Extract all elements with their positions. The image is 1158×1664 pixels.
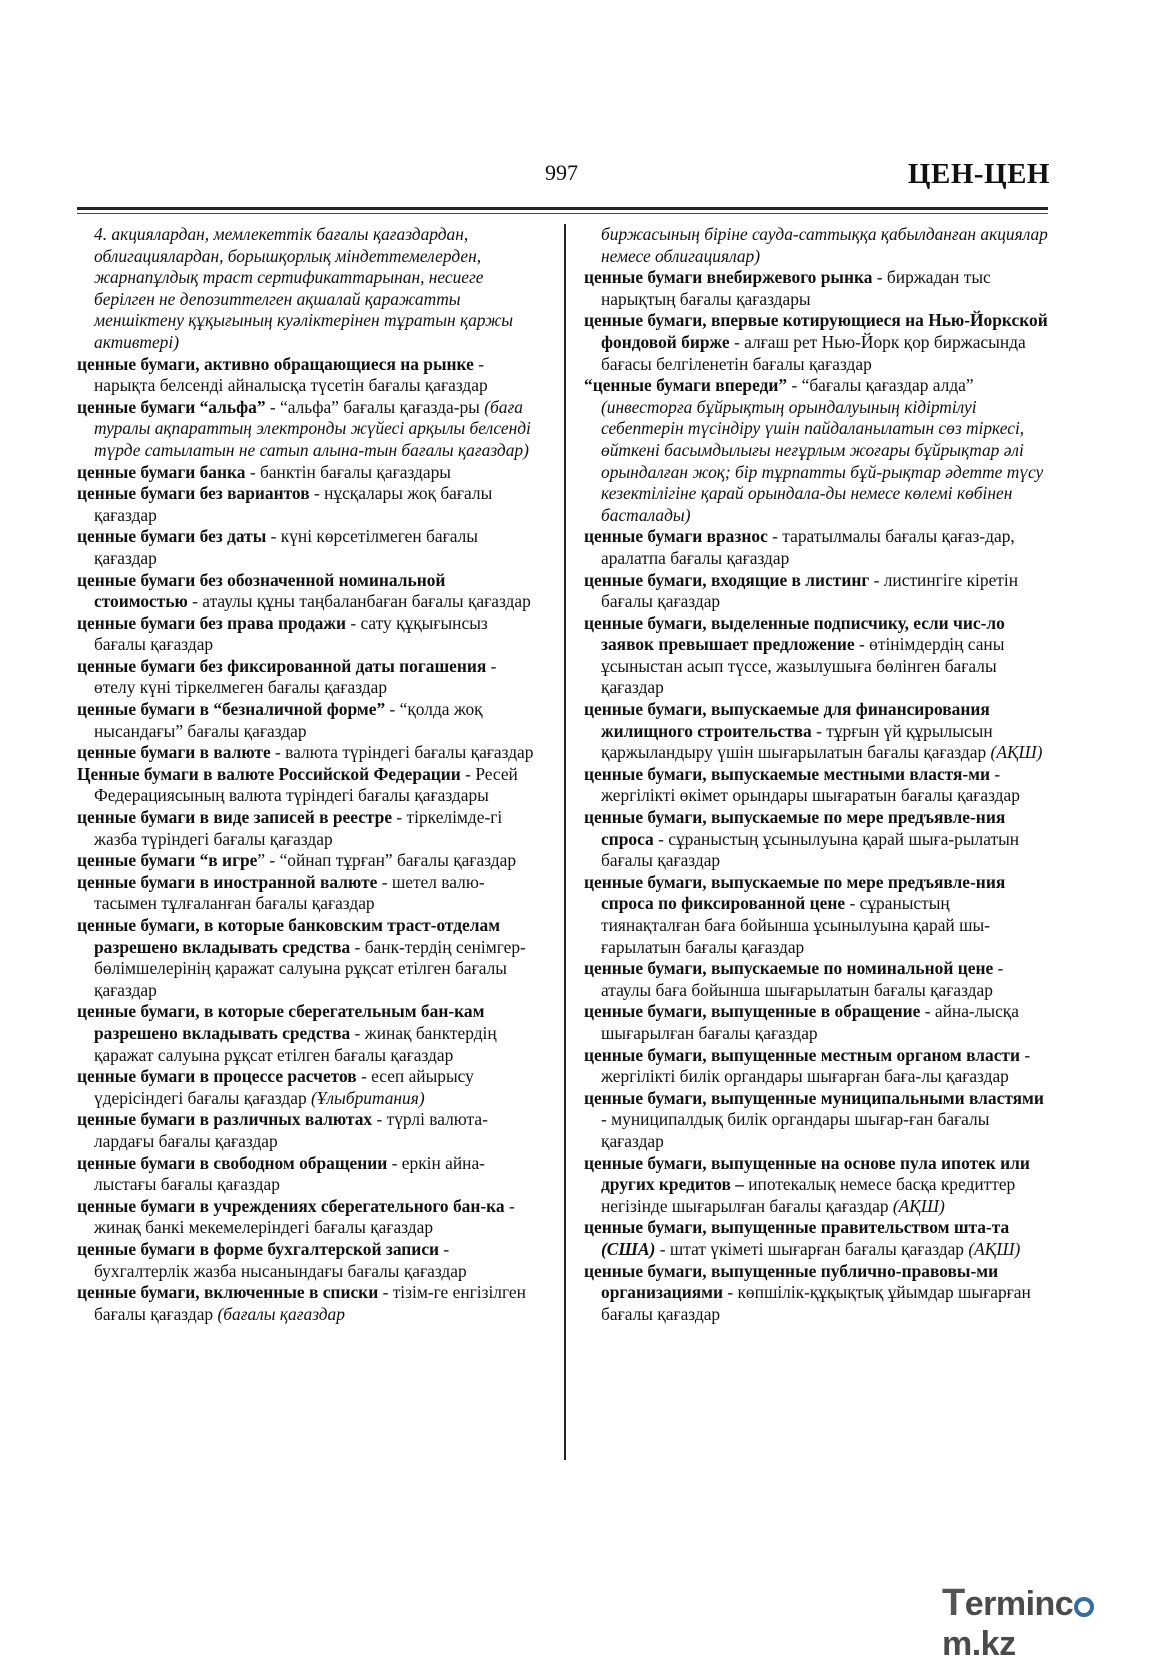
entry-translation: - өтінімдердің саны ұсыныстан асып түссе, жазылушыға бөлінген бағалы қағаздар [601,634,1005,698]
dictionary-entry [77,526,539,569]
entry-term: ценные бумаги, в которые сберегательным бан-кам разрешено вкладывать средства [77,1001,485,1043]
entry-term: ценные бумаги, выпущенные муниципальными властями [584,1087,1044,1108]
dictionary-entry [77,397,539,462]
right-column [584,224,1049,1325]
dictionary-entry [584,1045,1049,1088]
dictionary-entry [77,807,539,850]
entry-term: ценные бумаги в форме бухгалтерской записи [77,1238,440,1259]
entry-term: ценные бумаги в процессе расчетов [77,1066,357,1087]
dictionary-entry [584,1001,1049,1044]
entry-translation: - жинақ банктердің қаражат салуына рұқсат етілген бағалы қағаздар [94,1022,497,1065]
dictionary-entry [584,958,1049,1001]
entry-term: ценные бумаги в иностранной валюте [77,871,378,892]
entry-note: (Ұлыбритания) [311,1087,425,1108]
entry-term: ценные бумаги в валюте [77,742,271,763]
entry-translation: - штат үкіметі шығарған бағалы қағаздар [655,1238,969,1259]
entry-term: ценные бумаги, выпущенные местным органом власти [584,1044,1020,1065]
page-title: ЦЕН-ЦЕН [907,158,1050,190]
entry-translation: - атаулы баға бойынша шығарылатын бағалы қағаздар [601,958,1004,1000]
page-number: 997 [545,160,578,185]
header-rule [77,207,1048,210]
entry-translation: - валюта түріндегі бағалы қағаздар [270,742,534,763]
dictionary-entry [584,224,1049,267]
dictionary-entry [77,224,539,354]
dictionary-entry [584,872,1049,958]
dictionary-entry [584,613,1049,699]
entry-term: ценные бумаги, выпускаемые для финансирования жилищного строительства [584,699,990,741]
entry-note: (инвесторға бұйрықтың орындалуының кідіртілуі себептерін түсіндіру үшін пайдаланылатын сөз тіркесі, өйткені басымдылығы неғұрлым жоғары бұйрықтар әлі орындалған жоқ; бір тұрпатты бұй-рықтар әдетте түсу кезектілігіне қарай орындала-ды немесе көлемі көбінен басталады) [601,396,1044,525]
entry-note: (баға туралы ақпараттың электронды жүйесі арқылы белсенді түрде сатылатын не сатып алына-тын бағалы қағаздар) [94,396,531,460]
entry-term: ценные бумаги, выпущенные на основе пула ипотек или других кредитов – [584,1152,1030,1195]
entry-note: (АҚШ) [990,742,1043,763]
entry-translation: - банктін бағалы қағаздары [245,461,451,482]
entry-term: ценные бумаги, выпускаемые по мере предъявле-ния спроса [584,807,1006,849]
entry-translation: - тіркелімде-гі жазба түріндегі бағалы қағаздар [94,807,503,849]
entry-term: ценные бумаги, выпущенные правительством шта-та [584,1217,1010,1238]
entry-translation: - бухгалтерлік жазба нысанындағы бағалы қағаздар [94,1238,467,1281]
dictionary-entry [584,1088,1049,1153]
entry-term: ценные бумаги, в которые банковским траст-отделам разрешено вкладывать средства [77,915,501,957]
entry-translation: - күні көрсетілмеген бағалы қағаздар [94,526,478,568]
entry-translation: - “альфа” бағалы қағазда-ры [265,396,485,417]
site-logo [942,1582,1152,1663]
entry-term: ценные бумаги, выпущенные в обращение [584,1001,921,1022]
entry-translation: - өтелу күні тіркелмеген бағалы қағаздар [94,655,497,698]
dictionary-entry [77,1196,539,1239]
left-column [77,224,539,1325]
entry-translation: - нұсқалары жоқ бағалы қағаздар [94,483,493,525]
dictionary-entry [77,915,539,1001]
entry-term: ценные бумаги, входящие в листинг [584,569,870,590]
entry-translation: - алғаш рет Нью-Йорк қор биржасында бағасы белгіленетін бағалы қағаздар [601,331,1026,374]
dictionary-entry [77,742,539,764]
entry-translation: - сұраныстың ұсынылуына қарай шыға-рылатын бағалы қағаздар [601,828,1020,871]
dictionary-entry [77,656,539,699]
entry-translation: - таратылмалы бағалы қағаз-дар, аралатпа бағалы қағаздар [601,526,1015,568]
entry-translation: - сұраныстың тиянақталған баға бойынша ұсынылуына қарай шы-ғарылатын бағалы қағаздар [601,893,990,957]
logo-t: T [942,1582,965,1624]
entry-term: ценные бумаги, выделенные подписчику, если чис-ло заявок превышает предложение [584,612,1005,655]
dictionary-entry [77,483,539,526]
entry-term: ценные бумаги, впервые котирующиеся на Нью-Йоркской фондовой бирже [584,310,1048,352]
dictionary-entry [584,310,1049,375]
entry-translation: - тізім-ге енгізілген бағалы қағаздар [94,1282,526,1324]
entry-term: ценные бумаги без права продажи [77,612,346,633]
dictionary-entry [77,1282,539,1325]
entry-term: ценные бумаги без обозначенной номинальной стоимостью [77,569,446,612]
entry-translation: - “бағалы қағаздар алда” [787,375,974,396]
entry-translation: - тұрғын үй құрылысын қаржыландыру үшін шығарылатын бағалы қағаздар [601,720,993,763]
entry-term: ценные бумаги “альфа” [77,396,266,417]
entry-term: ценные бумаги в различных валютах [77,1109,373,1130]
entry-term: ценные бумаги без даты [77,526,267,547]
dictionary-entry [77,764,539,807]
dictionary-entry [584,1261,1049,1326]
dictionary-entry [77,462,539,484]
entry-translation: - атаулы құны таңбаланбаған бағалы қағаздар [187,591,531,612]
entry-term: ценные бумаги, включенные в списки [77,1282,379,1303]
dictionary-entry [584,1153,1049,1218]
entry-term: “ценные бумаги впереди” [584,375,788,396]
entry-term: ценные бумаги, выпускаемые местными властя-ми [584,763,991,784]
entry-note: (АҚШ) [892,1195,945,1216]
entry-term: ценные бумаги без вариантов [77,483,310,504]
dictionary-entry [584,570,1049,613]
entry-translation: - Ресей Федерациясының валюта түріндегі бағалы қағаздары [94,763,518,806]
entry-translation: - банк-тердің сенімгер-бөлімшелерінің қаражат салуына рұқсат етілген бағалы қағаздар [94,936,526,1000]
entry-term: ценные бумаги в учреждениях сберегательного бан-ка [77,1195,505,1216]
dictionary-entry [77,613,539,656]
entry-term: ценные бумаги, выпускаемые по мере предъявле-ния спроса по фиксированной цене [584,871,1006,914]
entry-translation: - жинақ банкі мекемелеріндегі бағалы қағаздар [94,1195,515,1238]
entry-term: ценные бумаги, выпущенные публично-правовы-ми организациями [584,1260,999,1303]
entry-term: ценные бумаги “в игре [77,850,258,871]
entry-translation: ” - “ойнап тұрған” бағалы қағаздар [257,850,517,871]
entry-translation: - есеп айырысу үдерісіндегі бағалы қағаздар [94,1066,474,1108]
entry-translation: - листингіге кіретін бағалы қағаздар [601,569,1019,612]
entry-translation: - жергілікті өкімет орындары шығаратын бағалы қағаздар [601,763,1020,806]
column-divider [564,224,566,1460]
entry-translation: - айна-лысқа шығарылған бағалы қағаздар [601,1001,1019,1043]
entry-term: Ценные бумаги в валюте Российской Федерации [77,763,461,784]
entry-term: ценные бумаги внебиржевого рынка [584,267,873,288]
dictionary-entry [77,850,539,872]
entry-translation: ипотекалық немесе басқа кредиттер негізінде шығарылған бағалы қағаздар [601,1174,1016,1216]
dictionary-entry [584,807,1049,872]
dictionary-entry [584,267,1049,310]
entry-term: ценные бумаги в виде записей в реестре [77,807,393,828]
logo-text-b: m.kz [942,1625,1016,1663]
entry-note: (АҚШ) [968,1238,1021,1259]
entry-note: (бағалы қағаздар [217,1303,345,1324]
entry-translation: - муниципалдық билік органдары шығар-ған бағалы қағаздар [601,1109,990,1151]
logo-o-icon [1074,1597,1094,1617]
entry-note: биржасының біріне сауда-саттыққа қабылданған акциялар немесе облигациялар) [601,224,1048,266]
entry-translation: - шетел валю-тасымен тұлғаланған бағалы қағаздар [94,871,485,914]
entry-term: ценные бумаги, активно обращающиеся на рынке [77,353,474,374]
dictionary-entry [77,1109,539,1152]
entry-term: ценные бумаги вразнос [584,526,768,547]
entry-translation: - биржадан тыс нарықтың бағалы қағаздары [601,267,991,309]
dictionary-entry [77,699,539,742]
dictionary-entry [77,872,539,915]
entry-note: 4. акциялардан, мемлекеттік бағалы қағаздардан, облигациялардан, борышқорлық міндеттемелерден, жарнапұлдық траст сертификаттарынан, несиеге берілген не депозиттелген ақшалай қаражатты меншіктену құқығының куәліктерінен тұратын қаржы активтері) [94,224,513,352]
entry-translation: - “қолда жоқ нысандағы” бағалы қағаздар [94,699,483,741]
entry-translation: - нарықта белсенді айналысқа түсетін бағалы қағаздар [94,353,488,396]
entry-translation: - түрлі валюта-лардағы бағалы қағаздар [94,1109,488,1151]
dictionary-entry [77,354,539,397]
dictionary-entry [584,1217,1049,1260]
entry-term: ценные бумаги, выпускаемые по номинальной цене [584,958,994,979]
entry-translation: - көпшілік-құқықтық ұйымдар шығарған бағалы қағаздар [601,1282,1031,1324]
dictionary-entry [77,1001,539,1066]
header-rule-thin [77,213,1048,214]
dictionary-entry [77,570,539,613]
logo-text-a: erminc [964,1585,1074,1623]
entry-term: ценные бумаги в свободном обращении [77,1152,388,1173]
entry-translation: - жергілікті билік органдары шығарған баға-лы қағаздар [601,1044,1031,1087]
dictionary-entry [584,699,1049,764]
dictionary-entry [584,764,1049,807]
entry-term: ценные бумаги в “безналичной форме” [77,699,386,720]
entry-term: ценные бумаги банка [77,461,246,482]
dictionary-entry [77,1153,539,1196]
entry-translation: - еркін айна-лыстағы бағалы қағаздар [94,1152,485,1195]
dictionary-entry [584,375,1049,526]
dictionary-entry [77,1066,539,1109]
entry-term-note: (США) [601,1238,656,1259]
dictionary-entry [77,1239,539,1282]
entry-translation: - сату құқығынсыз бағалы қағаздар [94,612,488,655]
entry-term: ценные бумаги без фиксированной даты погашения [77,655,487,676]
dictionary-entry [584,526,1049,569]
